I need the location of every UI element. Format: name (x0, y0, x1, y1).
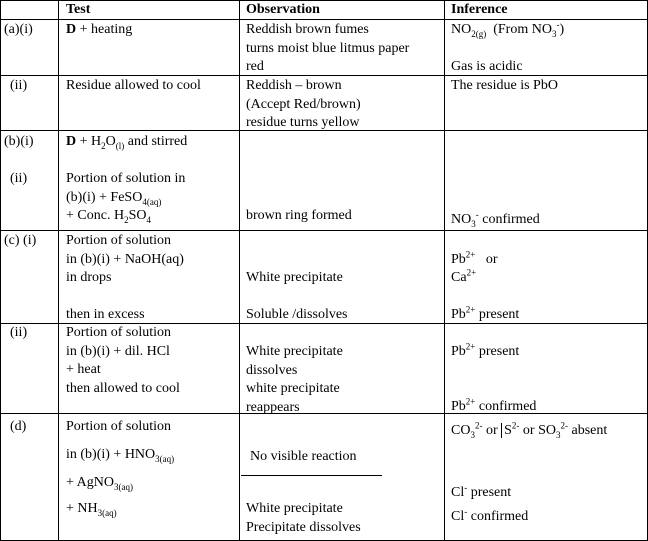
observation-cell: brown ring formed (246, 208, 352, 223)
observation-line: Precipitate dissolves (246, 520, 361, 535)
observation-line: White precipitate (246, 501, 343, 516)
test-line: then allowed to cool (66, 380, 180, 396)
row-label: (b)(i) (4, 134, 34, 149)
header-test: Test (66, 2, 91, 17)
inference-line: $Pb^{2+}$ present (451, 341, 520, 359)
observation-cell (246, 21, 409, 77)
test-cell (66, 232, 184, 325)
test-cell (66, 170, 185, 226)
col-divider (239, 0, 240, 541)
test-line: + Conc. $H_2SO_4$ (66, 208, 151, 225)
test-line: in drops (66, 270, 112, 285)
inference-spacer (451, 40, 564, 59)
inference-line: $Pb^{2+}$ or (451, 249, 498, 267)
sample-letter: D (66, 22, 77, 37)
inference-cell: $NO_3^-$ confirmed (451, 209, 540, 229)
inference-cell (451, 21, 564, 77)
observation-separator (241, 475, 382, 476)
observation-line: dissolves (246, 362, 298, 378)
sample-letter: D (66, 134, 77, 149)
test-text: + heating (76, 22, 133, 37)
test-cell: Residue allowed to cool (66, 78, 201, 93)
observation-line: White precipitate (246, 344, 343, 359)
test-line: + AgNO$_{3(aq)}$ (66, 475, 133, 492)
test-line: Portion of solution (66, 233, 172, 248)
test-line: then in excess (66, 307, 145, 322)
observation-cell (246, 343, 343, 417)
test-line: in $(b)(i) + HNO_{3(aq)}$ (66, 447, 175, 464)
col-divider (444, 0, 445, 541)
observation-line: White precipitate (246, 270, 343, 285)
inference-line: Cl- present (451, 482, 512, 500)
row-label: (ii) (10, 78, 28, 93)
observation-line: white precipitate (246, 381, 340, 396)
col-divider (0, 0, 1, 541)
inference-line: Gas is acidic (451, 59, 523, 74)
test-line: in (b)(i) + dil. HCl (66, 343, 170, 359)
test-line: Portion of solution (66, 419, 172, 434)
observation-line: residue turns yellow (246, 115, 360, 130)
row-label: (d) (10, 419, 27, 434)
inference-line: $Pb^{2+}$ confirmed (451, 396, 537, 414)
test-cell (66, 21, 132, 40)
inference-line: $Ca^{2+}$ (451, 267, 477, 285)
inference-cell: The residue is PbO (451, 78, 558, 93)
row-label: (ii) (10, 325, 28, 340)
row-label: (c) (i) (4, 233, 37, 248)
col-divider (58, 0, 59, 541)
test-line: + heat (66, 362, 101, 377)
header-inference: Inference (451, 2, 508, 17)
observation-line: Reddish – brown (246, 78, 342, 93)
observation-line: Soluble /dissolves (246, 307, 348, 322)
test-line: Portion of solution (66, 325, 172, 340)
observation-line: red (246, 59, 264, 74)
observation-line: reappears (246, 399, 300, 415)
inference-line: $Pb^{2+}$ present (451, 304, 520, 322)
test-cell: $D + H_2O_{(l)}$ and stirred (66, 134, 188, 151)
test-line: Portion of solution in (66, 171, 186, 186)
observation-line: No visible reaction (250, 449, 357, 464)
observation-line: Reddish brown fumes (246, 22, 369, 37)
observation-cell (246, 77, 361, 133)
inference-line: Cl- confirmed (451, 506, 529, 524)
test-cell (66, 324, 180, 398)
inference-line: $NO_{2(g)}$ (From $NO_3^-$) (451, 19, 565, 39)
test-line: in (b)(i) + NaOH(aq) (66, 251, 184, 267)
row-divider (0, 19, 648, 20)
row-label: (ii) (10, 171, 28, 186)
inference-line: $CO_3^{2-}$ or $S^{2-}$ or $SO_3^{2-}$ absent (451, 420, 608, 440)
test-spacer (66, 288, 184, 307)
header-observation: Observation (246, 2, 320, 17)
observation-line: turns moist blue litmus paper (246, 40, 410, 56)
row-divider (0, 230, 648, 231)
row-label: (a)(i) (4, 22, 33, 37)
test-line: (b)(i) + FeSO$_{4(aq)}$ (66, 189, 162, 207)
row-divider (0, 0, 648, 1)
observation-line: (Accept Red/brown) (246, 96, 361, 112)
test-line: + $NH_{3(aq)}$ (66, 501, 117, 518)
